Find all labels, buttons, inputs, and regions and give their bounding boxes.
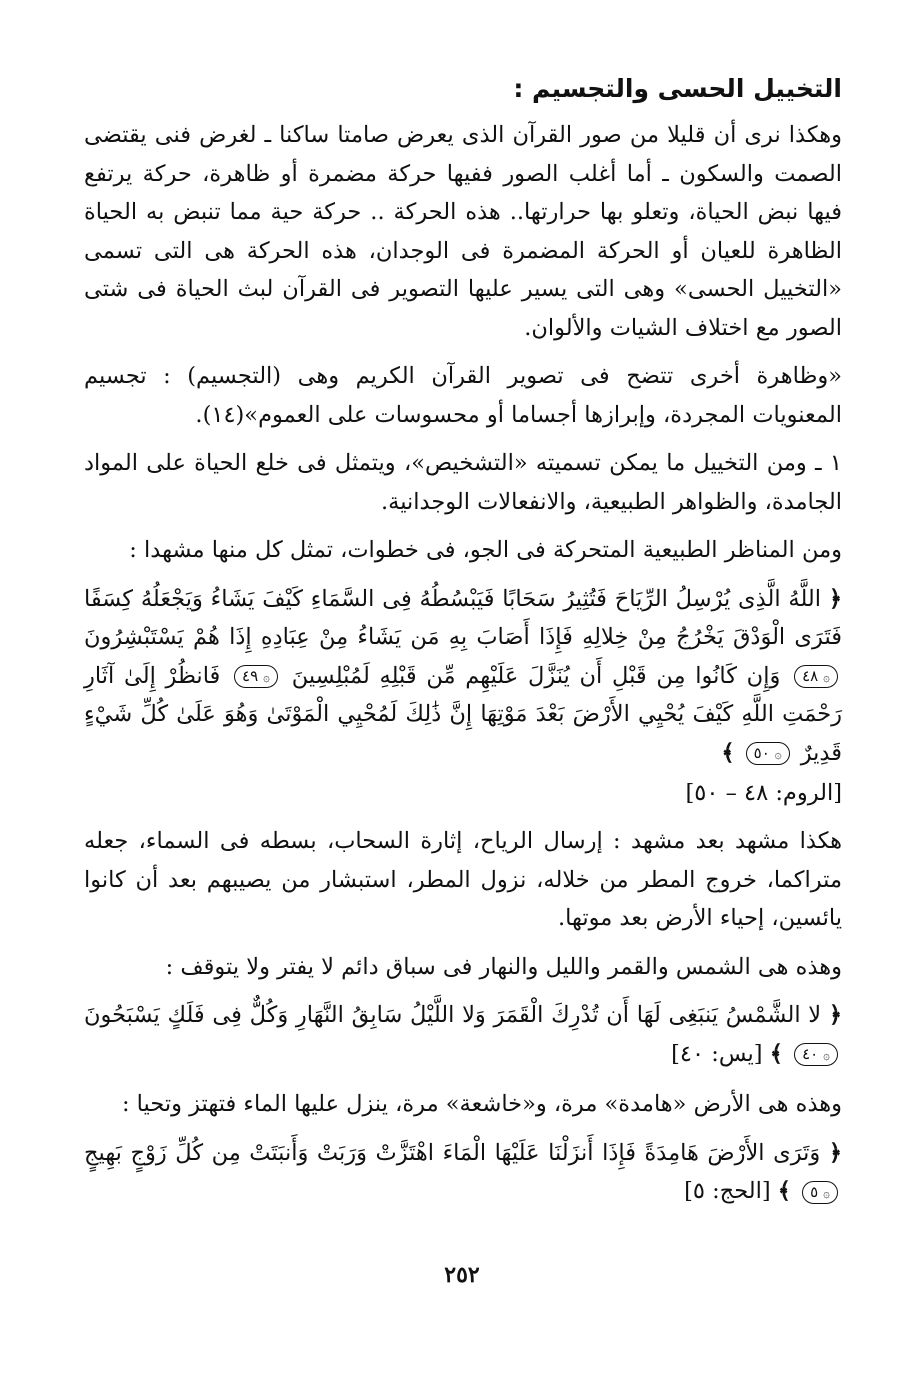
quran-verse-yasin <box>84 996 842 1073</box>
section-heading: التخييل الحسى والتجسيم : <box>513 74 842 103</box>
ayah-number: ٤٨ <box>802 667 819 685</box>
ayah-number-marker: ۞ ٤٠ <box>794 1043 838 1066</box>
paragraph-earth: وهذه هى الأرض «هامدة» مرة، و«خاشعة» مرة، ينزل عليها الماء فتهتز وتحيا : <box>121 1091 842 1117</box>
verse-citation: [الروم: ٤٨ – ٥٠] <box>685 780 842 806</box>
verse-citation: [الحج: ٥] <box>684 1178 771 1204</box>
verse-citation: [يس: ٤٠] <box>671 1040 763 1067</box>
verse-text: لا الشَّمْسُ يَنبَغِى لَهَا أَن تُدْرِكَ الْقَمَرَ وَلا اللَّيْلُ سَابِقُ النَّهَارِ وَكُلٌّ فِى فَلَكٍ يَسْبَحُونَ <box>84 1002 822 1028</box>
page-number: ٢٥٢ <box>444 1262 480 1288</box>
ayah-number: ٤٩ <box>242 667 259 685</box>
paragraph-scene-sequence: هكذا مشهد بعد مشهد : إرسال الرياح، إثارة السحاب، بسطه فى السماء، جعله متراكما، خروج المطر من خلاله، نزول المطر، استبشار من يصيبهم بعد أن كانوا يائسين، إحياء الأرض بعد موتها. <box>84 828 842 931</box>
ayah-number-marker: ۞ ٤٨ <box>794 665 838 688</box>
verse-open-bracket: ﴿ <box>828 1002 842 1028</box>
verse-close-bracket: ﴾ <box>777 1178 791 1204</box>
paragraph-motion: وهكذا نرى أن قليلا من صور القرآن الذى يعرض صامتا ساكنا ـ لغرض فنى يقتضى الصمت والسكون ـ أما أغلب الصور ففيها حركة مضمرة أو ظاهرة، حركة يرتفع فيها نبض الحياة، وتعلو بها حرارتها.. هذه الحركة .. حركة حية مما تنبض به الحياة الظاهرة للعيان أو الحركة المضمرة فى الوجدان، هذه الحركة هى التى تسمى «التخييل الحسى» وهى التى يسير عليها التصوير فى القرآن لبث الحياة فى شتى الصور مع اختلاف الشيات والألوان. <box>84 122 842 341</box>
verse-text: فَانظُرْ إِلَىٰ آثَارِ رَحْمَتِ اللَّهِ كَيْفَ يُحْيِي الأَرْضَ بَعْدَ مَوْتِهَا إِنَّ ذَٰلِكَ لَمُحْيِي الْمَوْتَىٰ وَهُوَ عَلَىٰ كُلِّ شَيْءٍ قَدِيرٌ <box>84 662 842 766</box>
verse-text: اللَّهُ الَّذِى يُرْسِلُ الرِّيَاحَ فَتُثِيرُ سَحَابًا فَيَبْسُطُهُ فِى السَّمَاءِ كَيْفَ يَشَاءُ وَيَجْعَلُهُ كِسَفًا فَتَرَى الْوَدْقَ يَخْرُجُ مِنْ خِلالِهِ فَإِذَا أَصَابَ بِهِ مَن يَشَاءُ مِنْ عِبَادِهِ إِذَا هُمْ يَسْتَبْشِرُونَ <box>84 585 842 650</box>
paragraph-personification: ١ ـ ومن التخييل ما يمكن تسميته «التشخيص»، ويتمثل فى خلع الحياة على المواد الجامدة، والظواهر الطبيعية، والانفعالات الوجدانية. <box>84 450 842 515</box>
ayah-number-marker: ۞ ٥٠ <box>746 742 790 765</box>
ayah-number: ٥ <box>810 1182 819 1201</box>
ayah-number: ٤٠ <box>802 1045 819 1063</box>
verse-open-bracket: ﴿ <box>828 1139 842 1166</box>
paragraph-embodiment: «وظاهرة أخرى تتضح فى تصوير القرآن الكريم وهى (التجسيم) : تجسيم المعنويات المجردة، وإبرازها أجساما أو محسوسات على العموم»(١٤). <box>84 363 842 428</box>
verse-close-bracket: ﴾ <box>769 1040 783 1067</box>
ayah-number-marker: ۞ ٤٩ <box>234 665 278 688</box>
ayah-number: ٥٠ <box>753 744 770 762</box>
verse-close-bracket: ﴾ <box>721 739 735 766</box>
verse-open-bracket: ﴿ <box>828 585 842 612</box>
quran-verse-hajj <box>84 1134 842 1211</box>
verse-text: وَإِن كَانُوا مِن قَبْلِ أَن يُنَزَّلَ عَلَيْهِم مِّن قَبْلِهِ لَمُبْلِسِينَ <box>291 662 781 689</box>
quran-verse-rum <box>84 580 842 773</box>
paragraph-sun-moon: وهذه هى الشمس والقمر والليل والنهار فى سباق دائم لا يفتر ولا يتوقف : <box>165 953 842 980</box>
paragraph-natural-scenes: ومن المناظر الطبيعية المتحركة فى الجو، فى خطوات، تمثل كل منها مشهدا : <box>129 537 842 563</box>
verse-text: وَتَرَى الأَرْضَ هَامِدَةً فَإِذَا أَنزَلْنَا عَلَيْهَا الْمَاءَ اهْتَزَّتْ وَرَبَتْ وَأَنبَتَتْ مِن كُلِّ زَوْجٍ بَهِيجٍ <box>84 1139 821 1166</box>
ayah-number-marker: ۞ ٥ <box>802 1181 838 1204</box>
